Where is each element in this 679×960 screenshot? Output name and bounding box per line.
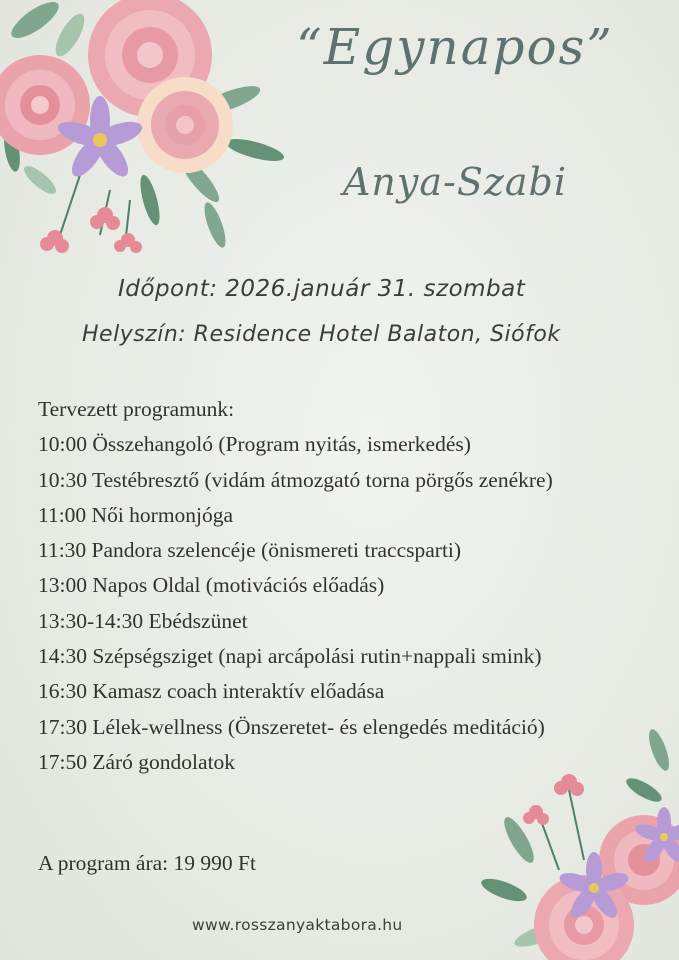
- program-item: 17:50 Záró gondolatok: [38, 749, 236, 774]
- program-list: [38, 392, 668, 780]
- event-location: Helyszín: Residence Hotel Balaton, Siófok: [82, 322, 561, 347]
- program-item: 11:30 Pandora szelencéje (önismereti traccsparti): [38, 538, 462, 563]
- floral-decoration-top-left: [0, 0, 300, 270]
- website-link[interactable]: www.rosszanyaktabora.hu: [192, 916, 403, 934]
- program-item: 13:00 Napos Oldal (motivációs előadás): [38, 573, 385, 598]
- program-price: A program ára: 19 990 Ft: [38, 851, 256, 875]
- poster-title: “Egynapos”: [296, 18, 614, 76]
- program-item: 16:30 Kamasz coach interaktív előadása: [38, 679, 385, 704]
- program-item: 17:30 Lélek-wellness (Önszeretet- és elengedés meditáció): [38, 714, 545, 739]
- program-item: 10:00 Összehangoló (Program nyitás, ismerkedés): [38, 432, 471, 457]
- poster-subtitle: Anya-Szabi: [342, 160, 568, 204]
- event-date: Időpont: 2026.január 31. szombat: [118, 276, 526, 302]
- program-item: 14:30 Szépségsziget (napi arcápolási rutin+nappali smink): [38, 644, 542, 669]
- program-item: 11:00 Női hormonjóga: [38, 502, 234, 527]
- program-heading: Tervezett programunk:: [38, 397, 235, 421]
- program-item: 13:30-14:30 Ebédszünet: [38, 608, 248, 633]
- program-item: 10:30 Testébresztő (vidám átmozgató torna pörgős zenékre): [38, 467, 553, 492]
